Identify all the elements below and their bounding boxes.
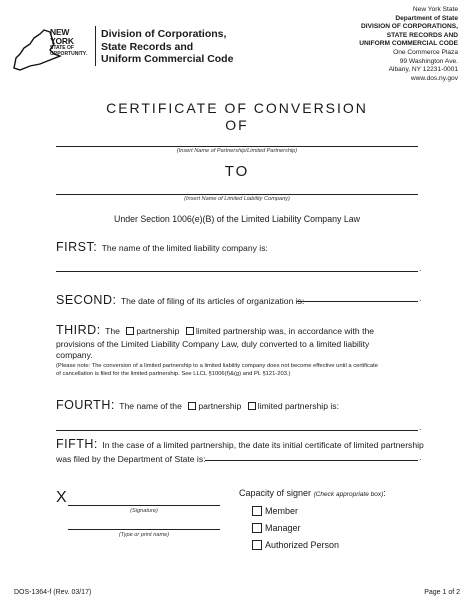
address-line: Albany, NY 12231-0001	[388, 66, 458, 74]
address-line: UNIFORM COMMERCIAL CODE	[359, 40, 458, 48]
fourth-section	[56, 396, 339, 414]
capacity-label: Capacity of signer	[239, 488, 312, 498]
address-line: DIVISION OF CORPORATIONS,	[361, 23, 458, 31]
authorized-person-label: Authorized Person	[265, 540, 340, 550]
fifth-heading: FIFTH:	[56, 437, 98, 451]
second-text: The date of filing of its articles of organization is:	[120, 296, 305, 306]
authorized-person-checkbox[interactable]	[252, 540, 262, 550]
address-line: 99 Washington Ave.	[399, 57, 458, 65]
logo-line-opportunity: OPPORTUNITY.	[50, 51, 87, 58]
manager-label: Manager	[265, 523, 301, 533]
address-line: Department of State	[395, 14, 458, 22]
third-section	[56, 321, 436, 378]
third-partnership-label: partnership	[136, 326, 180, 336]
third-limited-partnership-label: limited partnership was, in accordance with the	[195, 326, 375, 336]
fifth-text-line1: In the case of a limited partnership, the date its initial certificate of limited partnership	[102, 440, 424, 450]
period: .	[419, 263, 422, 273]
first-section	[56, 238, 268, 256]
signature-line[interactable]	[68, 505, 220, 506]
third-partnership-checkbox[interactable]	[126, 327, 134, 335]
fourth-limited-partnership-checkbox[interactable]	[248, 402, 256, 410]
fourth-limited-partnership-label: limited partnership is:	[257, 401, 339, 411]
third-note-line1: (Please note: The conversion of a limited partnership to a limited liability company does not become effective until a certificate	[56, 363, 379, 369]
first-text: The name of the limited liability company is:	[101, 243, 268, 253]
certificate-title-to: TO	[224, 163, 250, 180]
capacity-hint: (Check appropriate box)	[313, 491, 384, 498]
division-name	[101, 28, 241, 66]
fourth-heading: FOURTH:	[56, 398, 115, 412]
form-number: DOS-1364-f (Rev. 03/17)	[14, 589, 92, 596]
manager-checkbox[interactable]	[252, 523, 262, 533]
partnership-name-field[interactable]	[56, 146, 418, 147]
printed-name-caption: (Type or print name)	[118, 532, 170, 538]
third-note-line2: of cancellation is filed for the limited partnership. See LLCL §1006(f)&(g) and PL §121-203.)	[56, 370, 291, 377]
third-text-line2: provisions of the Limited Liability Company Law, duly converted to a limited liability	[56, 339, 370, 349]
fifth-text-line2: was filed by the Department of State is:	[56, 454, 206, 464]
first-heading: FIRST:	[56, 240, 98, 254]
partnership-name-answer-field[interactable]	[56, 430, 418, 431]
division-name-line2: State Records and	[101, 40, 194, 53]
third-text-line3: company.	[56, 350, 93, 360]
articles-filing-date-field[interactable]	[297, 301, 418, 302]
period: .	[419, 422, 422, 432]
fourth-partnership-checkbox[interactable]	[188, 402, 196, 410]
third-heading: THIRD:	[56, 323, 101, 337]
second-heading: SECOND:	[56, 293, 117, 307]
statute-reference: Under Section 1006(e)(B) of the Limited Liability Company Law	[114, 214, 360, 224]
third-text: The	[105, 326, 120, 336]
period: .	[419, 293, 422, 303]
signature-x-mark: X	[56, 489, 67, 506]
fourth-text: The name of the	[119, 401, 182, 411]
address-line: STATE RECORDS AND	[386, 31, 458, 39]
capacity-of-signer	[239, 488, 386, 498]
llc-name-answer-field[interactable]	[56, 271, 418, 272]
second-section	[56, 291, 304, 309]
address-line: New York State	[412, 6, 458, 13]
llc-name-caption: (Insert Name of Limited Liability Company)	[184, 196, 290, 202]
printed-name-line[interactable]	[68, 529, 220, 530]
signature-caption: (Signature)	[130, 508, 158, 514]
logo-line-new-york: NEW YORK	[50, 27, 74, 46]
fourth-partnership-label: partnership	[198, 401, 242, 411]
website-link[interactable]: www.dos.ny.gov	[410, 74, 458, 82]
header-divider	[95, 26, 96, 66]
department-address	[288, 6, 458, 83]
member-label: Member	[265, 506, 299, 516]
logo-wordmark	[50, 28, 94, 58]
period: .	[419, 452, 422, 462]
page-number: Page 1 of 2	[424, 589, 460, 596]
certificate-filing-date-field[interactable]	[205, 460, 418, 461]
capacity-colon: :	[383, 488, 386, 498]
logo-line-state-of: STATE OF	[50, 45, 74, 51]
division-name-line3: Uniform Commercial Code	[101, 53, 234, 65]
third-limited-partnership-checkbox[interactable]	[186, 327, 194, 335]
member-checkbox[interactable]	[252, 506, 262, 516]
llc-name-field[interactable]	[56, 194, 418, 195]
division-name-line1: Division of Corporations,	[101, 28, 227, 40]
partnership-name-caption: (Insert Name of Partnership/Limited Partnership)	[176, 148, 298, 154]
address-line: One Commerce Plaza	[393, 48, 458, 56]
certificate-title: CERTIFICATE OF CONVERSION	[106, 100, 368, 116]
certificate-title-of: OF	[225, 117, 249, 133]
